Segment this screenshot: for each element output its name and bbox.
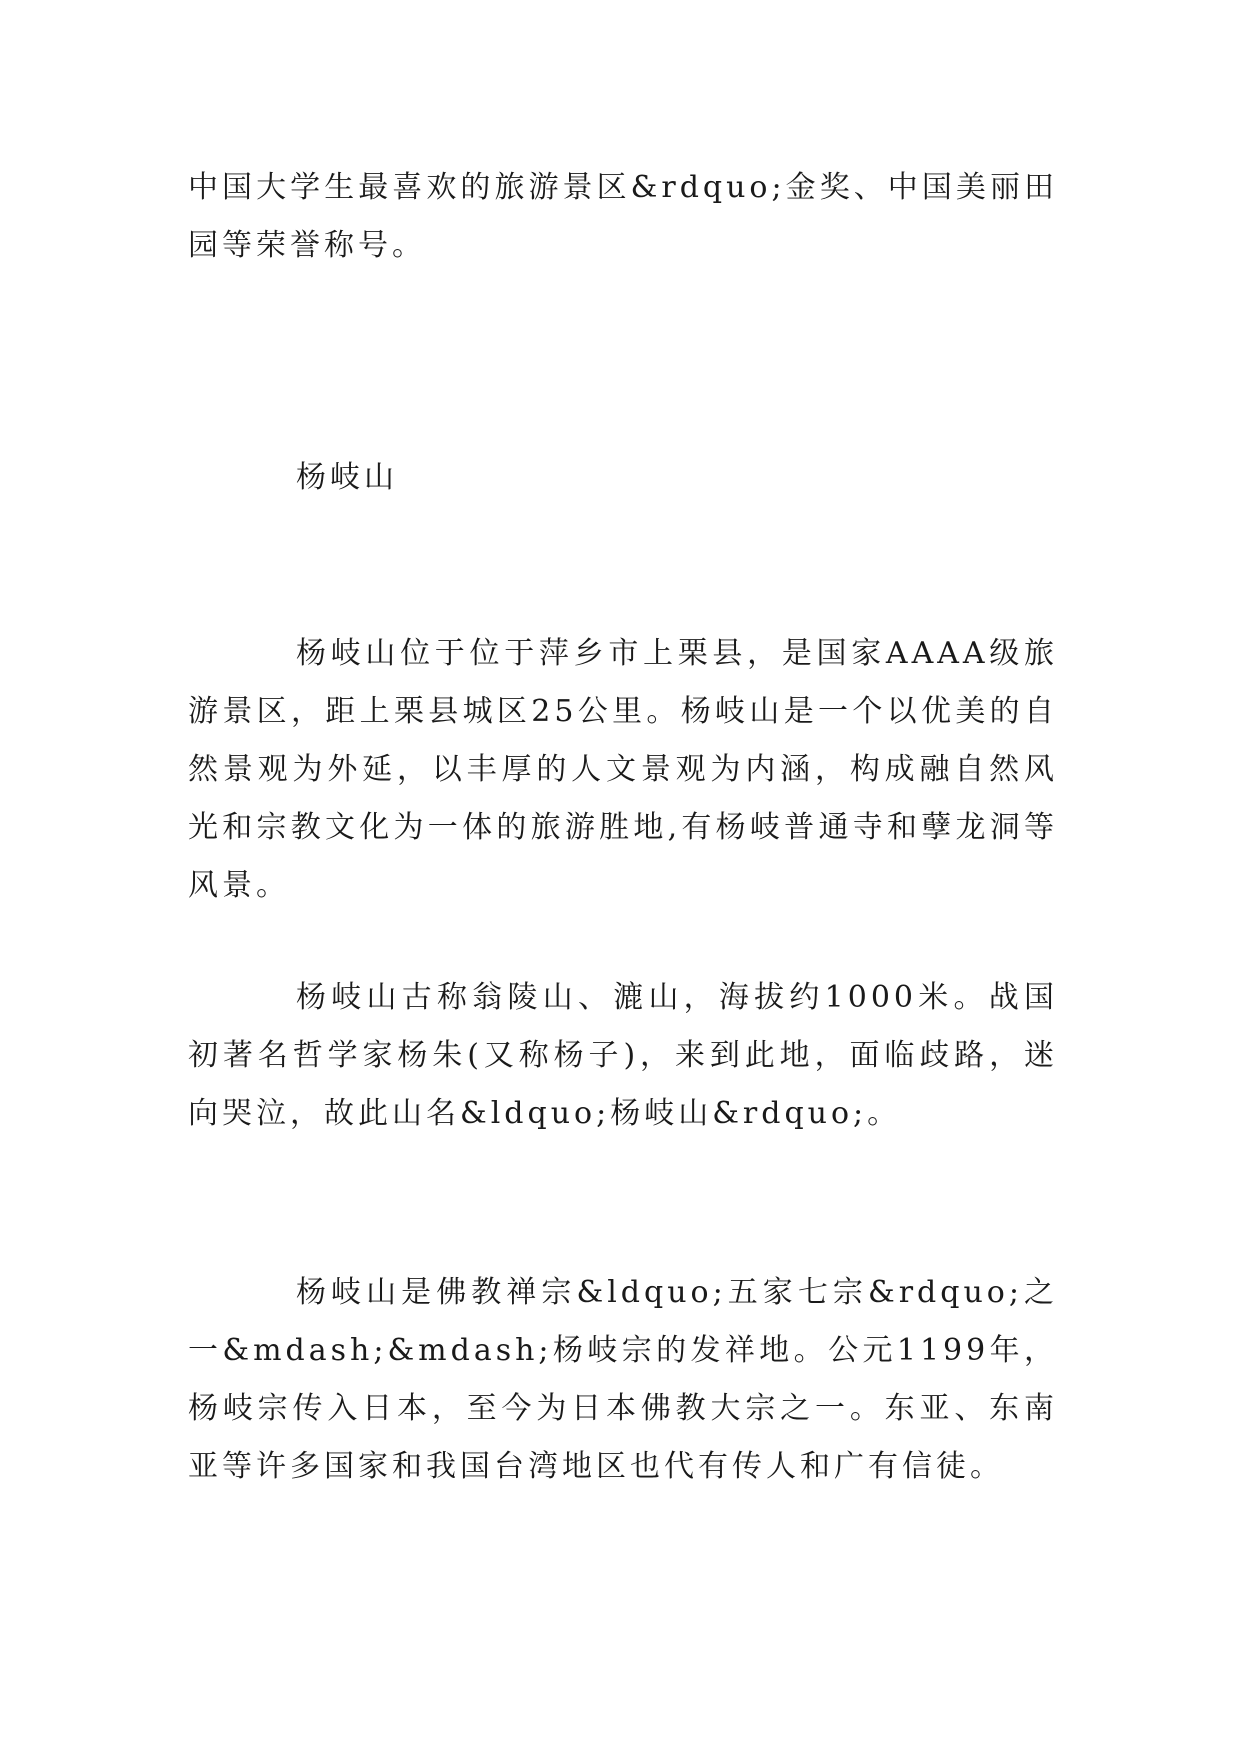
paragraph-intro-end: 中国大学生最喜欢的旅游景区&rdquo;金奖、中国美丽田园等荣誉称号。: [188, 170, 1058, 263]
paragraph-history: 杨岐山古称翁陵山、漉山，海拔约1000米。战国初著名哲学家杨朱(又称杨子)，来到此地，面临歧路，迷向哭泣，故此山名&ldquo;杨岐山&rdquo;。: [188, 980, 1058, 1131]
paragraph-buddhism: 杨岐山是佛教禅宗&ldquo;五家七宗&rdquo;之一&mdash;&mdash;杨岐宗的发祥地。公元1199年，杨岐宗传入日本，至今为日本佛教大宗之一。东亚、东南亚等许多国家和我国台湾地区也代有传人和广有信徒。: [188, 1275, 1058, 1484]
paragraph-location: 杨岐山位于位于萍乡市上栗县，是国家AAAA级旅游景区，距上栗县城区25公里。杨岐山是一个以优美的自然景观为外延，以丰厚的人文景观为内涵，构成融自然风光和宗教文化为一体的旅游胜地,有杨岐普通寺和孽龙洞等风景。: [188, 636, 1058, 903]
section-title: 杨岐山: [296, 460, 398, 495]
